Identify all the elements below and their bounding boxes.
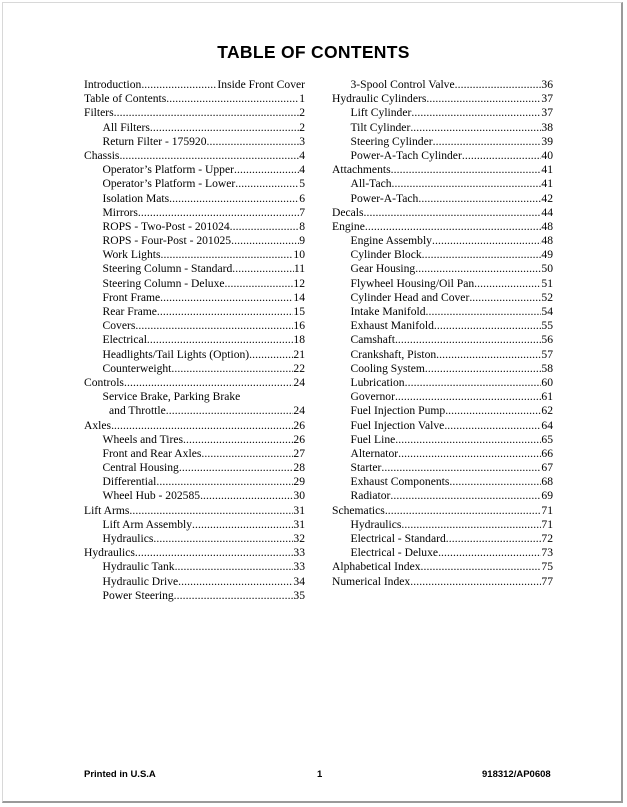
- toc-entry[interactable]: [332, 121, 553, 135]
- dot-leader: [235, 177, 299, 191]
- toc-entry-title: Controls: [84, 375, 124, 389]
- dot-leader: [444, 419, 541, 433]
- toc-entry[interactable]: [84, 532, 305, 546]
- toc-entry-page: 30: [293, 489, 305, 503]
- toc-entry-page: 33: [293, 560, 305, 574]
- toc-entry[interactable]: [332, 220, 553, 234]
- toc-entry-page: 12: [293, 276, 305, 290]
- dot-leader: [135, 319, 293, 333]
- toc-entry-title: Hydraulics: [350, 517, 402, 531]
- toc-entry[interactable]: [332, 518, 553, 532]
- dot-leader: [178, 575, 293, 589]
- dot-leader: [398, 447, 541, 461]
- toc-entry[interactable]: [84, 305, 305, 319]
- toc-entry[interactable]: [332, 248, 553, 262]
- toc-entry[interactable]: [84, 277, 305, 291]
- toc-entry-title: Power-A-Tach: [350, 191, 419, 205]
- toc-entry-title: Lift Arm Assembly: [102, 517, 193, 531]
- toc-entry-page: 15: [293, 305, 305, 318]
- toc-entry-page: 58: [541, 361, 553, 375]
- toc-entry-title: Axles: [84, 418, 112, 432]
- toc-entry-title: Camshaft: [350, 333, 395, 347]
- dot-leader: [141, 78, 217, 92]
- toc-entry-page: 37: [541, 92, 553, 106]
- toc-entry-page: 61: [541, 390, 553, 404]
- dot-leader: [381, 461, 541, 475]
- toc-entry-title: All Filters: [102, 120, 150, 134]
- toc-entry-page: 24: [293, 404, 305, 418]
- toc-entry-title: Wheels and Tires: [102, 432, 184, 446]
- toc-entry-page: 2: [299, 120, 305, 134]
- toc-entry[interactable]: [332, 177, 553, 191]
- toc-right-column: [332, 78, 553, 589]
- toc-left-column: [84, 78, 305, 603]
- dot-leader: [433, 135, 542, 149]
- dot-leader: [401, 518, 541, 532]
- dot-leader: [415, 262, 541, 276]
- dot-leader: [150, 121, 299, 135]
- dot-leader: [405, 376, 542, 390]
- toc-entry-title: Lift Cylinder: [350, 106, 412, 120]
- toc-entry[interactable]: [332, 376, 553, 390]
- toc-entry-title: Table of Contents: [84, 92, 167, 106]
- toc-entry-page: 10: [293, 248, 305, 262]
- dot-leader: [392, 177, 542, 191]
- toc-entry[interactable]: [332, 106, 553, 120]
- toc-entry-page: 27: [293, 446, 305, 460]
- toc-entry-page: 18: [293, 333, 305, 347]
- toc-entry[interactable]: [84, 291, 305, 305]
- toc-entry-title: Rear Frame: [102, 305, 157, 318]
- toc-entry-title: Filters: [84, 106, 114, 120]
- footer-document-code: 918312/AP0608: [482, 769, 551, 780]
- dot-leader: [119, 149, 299, 163]
- toc-entry-title: Steering Column - Deluxe: [102, 276, 225, 290]
- toc-entry-title: Return Filter - 175920: [102, 134, 207, 148]
- toc-entry[interactable]: [332, 319, 553, 333]
- toc-entry-page: 24: [293, 375, 305, 389]
- dot-leader: [183, 433, 293, 447]
- toc-entry[interactable]: [332, 532, 553, 546]
- toc-entry[interactable]: [84, 121, 305, 135]
- toc-entry[interactable]: [332, 149, 553, 163]
- toc-entry-page: 1: [299, 92, 305, 106]
- dot-leader: [469, 291, 541, 305]
- toc-entry-page: 11: [293, 262, 305, 276]
- dot-leader: [135, 546, 294, 560]
- toc-entry-page: 65: [541, 432, 553, 446]
- dot-leader: [432, 234, 541, 248]
- dot-leader: [411, 106, 541, 120]
- toc-entry-title: Cooling System: [350, 361, 425, 375]
- dot-leader: [129, 504, 293, 518]
- toc-entry-page: 57: [541, 347, 553, 361]
- dot-leader: [124, 376, 293, 390]
- toc-entry[interactable]: [84, 262, 305, 276]
- dot-leader: [207, 135, 300, 149]
- toc-entry[interactable]: [84, 589, 305, 603]
- dot-leader: [438, 546, 541, 560]
- toc-entry-title: 3-Spool Control Valve: [350, 78, 455, 91]
- toc-entry-page: 42: [541, 191, 553, 205]
- toc-entry[interactable]: [84, 390, 305, 404]
- dot-leader: [249, 348, 293, 362]
- dot-leader: [156, 475, 293, 489]
- toc-entry-title: Electrical - Deluxe: [350, 546, 439, 560]
- dot-leader: [395, 333, 541, 347]
- toc-entry[interactable]: [332, 333, 553, 347]
- toc-entry[interactable]: [84, 546, 305, 560]
- dot-leader: [234, 163, 299, 177]
- toc-entry[interactable]: [332, 291, 553, 305]
- toc-entry[interactable]: [332, 461, 553, 475]
- toc-entry-page: 55: [541, 319, 553, 333]
- toc-entry-title: Engine Assembly: [350, 234, 432, 248]
- toc-entry-title: Covers: [102, 319, 136, 333]
- toc-entry[interactable]: [84, 575, 305, 589]
- toc-entry-page: 50: [541, 262, 553, 276]
- toc-entry-title: Hydraulic Drive: [102, 574, 179, 588]
- toc-entry-title: Crankshaft, Piston: [350, 347, 437, 361]
- toc-entry-page: 44: [541, 205, 553, 219]
- toc-entry-page: 2: [299, 106, 305, 120]
- toc-entry-page: 66: [541, 446, 553, 460]
- dot-leader: [179, 461, 294, 475]
- toc-entry-page: 40: [541, 148, 553, 162]
- toc-entry[interactable]: [84, 106, 305, 120]
- toc-entry-title: Operator’s Platform - Upper: [102, 163, 234, 177]
- toc-entry[interactable]: [332, 348, 553, 362]
- toc-entry-page: 7: [299, 205, 305, 219]
- toc-entry-title: Hydraulics: [102, 532, 154, 545]
- toc-entry[interactable]: [84, 419, 305, 433]
- toc-entry-title: Electrical: [102, 333, 147, 347]
- dot-leader: [445, 404, 541, 418]
- dot-leader: [201, 447, 293, 461]
- toc-entry[interactable]: [84, 433, 305, 447]
- toc-entry-page: 51: [541, 276, 553, 290]
- toc-entry-page: 34: [293, 574, 305, 588]
- toc-entry[interactable]: [332, 206, 553, 220]
- toc-entry-page: 14: [293, 290, 305, 304]
- dot-leader: [111, 419, 293, 433]
- dot-leader: [200, 489, 293, 503]
- dot-leader: [421, 560, 542, 574]
- toc-entry[interactable]: [332, 362, 553, 376]
- toc-entry[interactable]: [84, 206, 305, 220]
- toc-entry-title: Service Brake, Parking Brake: [102, 390, 241, 404]
- dot-leader: [410, 575, 541, 589]
- toc-entry-title: Counterweight: [102, 361, 172, 375]
- toc-entry-title: Hydraulics: [84, 546, 135, 560]
- toc-entry-title: Hydraulic Cylinders: [332, 92, 427, 106]
- toc-entry-title: Radiator: [350, 489, 391, 503]
- toc-entry-page: 28: [293, 461, 305, 475]
- dot-leader: [426, 305, 542, 319]
- toc-entry[interactable]: [332, 475, 553, 489]
- toc-entry-page: 36: [541, 78, 553, 91]
- toc-entry-title: Work Lights: [102, 248, 161, 262]
- toc-entry-page: 60: [541, 375, 553, 389]
- dot-leader: [385, 504, 542, 518]
- toc-entry-page: 48: [541, 219, 553, 233]
- toc-entry-title: Differential: [102, 475, 157, 489]
- toc-entry[interactable]: [84, 92, 305, 106]
- toc-entry-page: 41: [541, 177, 553, 191]
- dot-leader: [425, 362, 542, 376]
- dot-leader: [192, 518, 293, 532]
- toc-entry[interactable]: [84, 489, 305, 503]
- dot-leader: [169, 192, 299, 206]
- toc-entry-page: 3: [299, 134, 305, 148]
- toc-entry-page: 16: [293, 319, 305, 333]
- dot-leader: [161, 248, 294, 262]
- dot-leader: [230, 220, 300, 234]
- toc-entry-title: Wheel Hub - 202585: [102, 489, 201, 503]
- toc-entry-page: 77: [541, 574, 553, 588]
- toc-entry-title: Mirrors: [102, 205, 138, 219]
- toc-entry-title: Front and Rear Axles: [102, 446, 202, 460]
- toc-entry[interactable]: [84, 135, 305, 149]
- toc-entry-title: Introduction: [84, 78, 142, 91]
- toc-entry-title: Governor: [350, 390, 395, 404]
- toc-entry-title: Alphabetical Index: [332, 560, 421, 574]
- dot-leader: [422, 248, 542, 262]
- toc-entry-title: Electrical - Standard: [350, 532, 446, 545]
- toc-entry-title: Exhaust Components: [350, 475, 450, 489]
- toc-entry-page: 37: [541, 106, 553, 120]
- toc-entry-page: 69: [541, 489, 553, 503]
- toc-entry[interactable]: [84, 447, 305, 461]
- toc-entry-title: Schematics: [332, 503, 385, 517]
- toc-entry-title: Flywheel Housing/Oil Pan: [350, 276, 475, 290]
- dot-leader: [232, 262, 294, 276]
- toc-entry-title: Isolation Mats: [102, 191, 170, 205]
- dot-leader: [231, 234, 299, 248]
- toc-entry-title: Operator’s Platform - Lower: [102, 177, 236, 191]
- toc-entry-title: Steering Column - Standard: [102, 262, 233, 276]
- toc-entry[interactable]: [84, 319, 305, 333]
- dot-leader: [474, 277, 541, 291]
- toc-entry-page: 29: [293, 475, 305, 489]
- toc-entry-page: 68: [541, 475, 553, 489]
- dot-leader: [395, 433, 541, 447]
- toc-entry-title: Gear Housing: [350, 262, 416, 276]
- dot-leader: [153, 532, 293, 546]
- toc-entry-page: 67: [541, 461, 553, 475]
- dot-leader: [462, 149, 542, 163]
- toc-entry-page: 22: [293, 361, 305, 375]
- toc-entry-page: 72: [541, 532, 553, 545]
- toc-entry-page: 26: [293, 418, 305, 432]
- toc-entry[interactable]: [84, 560, 305, 574]
- toc-entry-page: 49: [541, 248, 553, 262]
- dot-leader: [418, 192, 541, 206]
- toc-entry[interactable]: [84, 248, 305, 262]
- toc-entry[interactable]: [332, 92, 553, 106]
- dot-leader: [166, 92, 299, 106]
- toc-entry-title: ROPS - Four-Post - 201025: [102, 234, 232, 248]
- dot-leader: [175, 560, 294, 574]
- toc-entry-title: Fuel Injection Valve: [350, 418, 445, 432]
- toc-entry[interactable]: [84, 177, 305, 191]
- dot-leader: [390, 489, 541, 503]
- toc-entry-title: Decals: [332, 205, 364, 219]
- toc-entry-page: 41: [541, 163, 553, 177]
- toc-entry-title: Power Steering: [102, 588, 174, 602]
- toc-entry[interactable]: [332, 504, 553, 518]
- dot-leader: [166, 404, 294, 418]
- toc-entry-title: Steering Cylinder: [350, 134, 433, 148]
- footer-printed-in: Printed in U.S.A: [84, 769, 156, 780]
- toc-entry[interactable]: [84, 149, 305, 163]
- toc-entry-title: Alternator: [350, 446, 399, 460]
- toc-entry-page: 31: [293, 503, 305, 517]
- page-title: TABLE OF CONTENTS: [217, 42, 410, 62]
- toc-entry-title: Front Frame: [102, 290, 161, 304]
- toc-entry[interactable]: [332, 262, 553, 276]
- toc-entry-page: 4: [299, 148, 305, 162]
- dot-leader: [426, 92, 541, 106]
- toc-entry-page: 5: [299, 177, 305, 191]
- toc-entry-page: 62: [541, 404, 553, 418]
- toc-entry-page: 48: [541, 234, 553, 248]
- toc-entry[interactable]: [84, 504, 305, 518]
- toc-entry-page: 9: [299, 234, 305, 248]
- toc-entry[interactable]: [332, 489, 553, 503]
- dot-leader: [455, 78, 542, 92]
- toc-entry-page: 64: [541, 418, 553, 432]
- dot-leader: [160, 291, 293, 305]
- dot-leader: [171, 362, 293, 376]
- toc-entry-page: 33: [293, 546, 305, 560]
- toc-entry-title: Starter: [350, 461, 382, 475]
- toc-entry-page: 71: [541, 517, 553, 531]
- toc-entry-title: Chassis: [84, 148, 120, 162]
- toc-entry-title: Power-A-Tach Cylinder: [350, 148, 462, 162]
- toc-entry-title: Engine: [332, 219, 365, 233]
- toc-entry[interactable]: [84, 461, 305, 475]
- dot-leader: [446, 532, 542, 546]
- toc-entry[interactable]: [332, 305, 553, 319]
- dot-leader: [434, 319, 542, 333]
- toc-entry-page: 8: [299, 219, 305, 233]
- toc-entry-page: 52: [541, 290, 553, 304]
- toc-entry-page: 35: [293, 588, 305, 602]
- dot-leader: [410, 121, 541, 135]
- toc-entry[interactable]: [84, 348, 305, 362]
- dot-leader: [138, 206, 299, 220]
- toc-entry[interactable]: [332, 192, 553, 206]
- toc-entry[interactable]: [332, 546, 553, 560]
- toc-entry-page: Inside Front Cover: [217, 78, 305, 91]
- toc-entry[interactable]: [332, 234, 553, 248]
- toc-entry-page: 6: [299, 191, 305, 205]
- toc-entry[interactable]: [84, 475, 305, 489]
- toc-entry[interactable]: [84, 518, 305, 532]
- toc-entry-title: Central Housing: [102, 461, 179, 475]
- dot-leader: [436, 348, 541, 362]
- toc-entry[interactable]: [84, 333, 305, 347]
- toc-entry-title: Headlights/Tail Lights (Option): [102, 347, 250, 361]
- toc-entry-title: Tilt Cylinder: [350, 120, 411, 134]
- toc-entry-title: Exhaust Manifold: [350, 319, 434, 333]
- toc-entry[interactable]: [332, 419, 553, 433]
- toc-entry[interactable]: [332, 277, 553, 291]
- footer-page-number: 1: [317, 769, 323, 780]
- toc-entry-page: 38: [541, 120, 553, 134]
- toc-entry-title: Numerical Index: [332, 574, 411, 588]
- toc-entry[interactable]: [332, 404, 553, 418]
- toc-entry-page: 73: [541, 546, 553, 560]
- toc-entry[interactable]: [332, 390, 553, 404]
- toc-entry[interactable]: [84, 362, 305, 376]
- dot-leader: [364, 206, 542, 220]
- dot-leader: [449, 475, 541, 489]
- toc-entry-title: Intake Manifold: [350, 305, 426, 318]
- dot-leader: [225, 277, 294, 291]
- toc-entry[interactable]: [332, 575, 553, 589]
- toc-entry-title: Fuel Injection Pump: [350, 404, 446, 418]
- toc-entry[interactable]: [84, 404, 305, 418]
- toc-entry-page: 75: [541, 560, 553, 574]
- toc-entry-title: Fuel Line: [350, 432, 396, 446]
- toc-entry[interactable]: [84, 192, 305, 206]
- dot-leader: [365, 220, 542, 234]
- dot-leader: [157, 305, 294, 319]
- toc-entry[interactable]: [84, 234, 305, 248]
- dot-leader: [147, 333, 293, 347]
- toc-entry-page: 56: [541, 333, 553, 347]
- toc-entry-page: 31: [293, 517, 305, 531]
- toc-entry[interactable]: [84, 78, 305, 92]
- toc-entry-page: 54: [541, 305, 553, 318]
- toc-entry[interactable]: [84, 163, 305, 177]
- toc-entry-page: 39: [541, 134, 553, 148]
- toc-entry[interactable]: [332, 163, 553, 177]
- toc-entry-title: ROPS - Two-Post - 201024: [102, 219, 230, 233]
- toc-entry[interactable]: [332, 135, 553, 149]
- toc-entry[interactable]: [332, 78, 553, 92]
- dot-leader: [114, 106, 300, 120]
- toc-entry-title: Hydraulic Tank: [102, 560, 175, 574]
- dot-leader: [174, 589, 294, 603]
- dot-leader: [395, 390, 541, 404]
- dot-leader: [391, 163, 542, 177]
- toc-entry-title: Attachments: [332, 163, 391, 177]
- toc-entry[interactable]: [332, 433, 553, 447]
- toc-entry-page: 4: [299, 163, 305, 177]
- toc-entry-page: 32: [293, 532, 305, 545]
- toc-entry[interactable]: [84, 220, 305, 234]
- toc-entry[interactable]: [84, 376, 305, 390]
- toc-entry-page: 21: [293, 347, 305, 361]
- toc-entry-title: Lift Arms: [84, 503, 130, 517]
- toc-entry-title: Lubrication: [350, 375, 405, 389]
- toc-entry[interactable]: [332, 447, 553, 461]
- toc-entry-page: 71: [541, 503, 553, 517]
- toc-entry-title: Cylinder Head and Cover: [350, 290, 470, 304]
- toc-entry-title: and Throttle: [109, 404, 166, 418]
- toc-entry-title: All-Tach: [350, 177, 392, 191]
- toc-entry[interactable]: [332, 560, 553, 574]
- toc-entry-title: Cylinder Block: [350, 248, 422, 262]
- toc-entry-page: 26: [293, 432, 305, 446]
